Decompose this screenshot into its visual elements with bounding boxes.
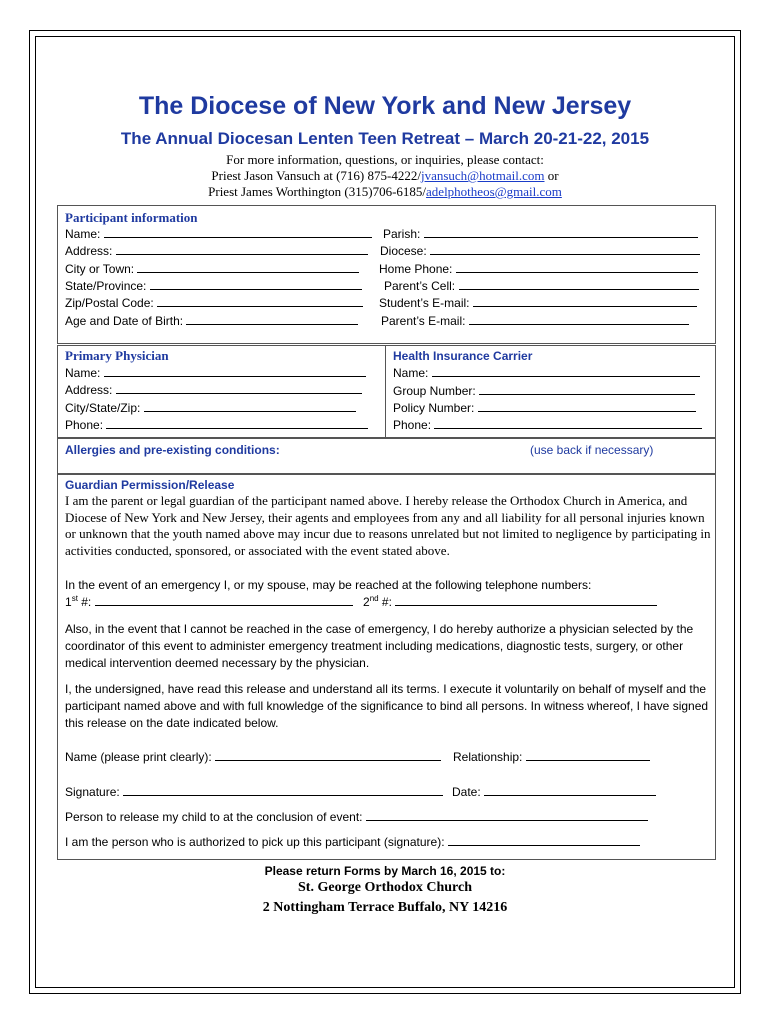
release-person-field[interactable]: Person to release my child to at the conclusion of event: [65, 810, 648, 824]
release-paragraph: I am the parent or legal guardian of the participant named above. I hereby release the Orthodox Church in America, and Diocese of New York and New Jersey, their agents and employees from any and all liability for all personal injuries known or unknown that the youth named above may incur due to reasons unrelated but not limited to negligence by participating in activities conducted, sponsored, or associated with the event stated above. [65, 493, 711, 558]
participant-heading: Participant information [65, 210, 198, 225]
contact1-email-link[interactable]: jvansuch@hotmail.com [420, 168, 545, 183]
medical-divider [385, 345, 386, 438]
phone1-field[interactable]: 1st #: [65, 594, 353, 609]
participant-city-field[interactable]: City or Town: [65, 262, 359, 276]
physician-phone-field[interactable]: Phone: [65, 418, 368, 432]
insurance-group-field[interactable]: Group Number: [393, 384, 695, 398]
guardian-heading: Guardian Permission/Release [65, 478, 235, 492]
allergies-note: (use back if necessary) [530, 443, 654, 457]
undersigned-paragraph: I, the undersigned, have read this release and understand all its terms. I execute it voluntarily on behalf of myself and the participant named above and with full knowledge of the significance to bind all persons. In witness whereof, I have signed this release on the date indicated below. [65, 682, 709, 730]
parent-email-field[interactable]: Parent’s E-mail: [381, 314, 689, 328]
participant-state-field[interactable]: State/Province: [65, 279, 362, 293]
parent-cell-field[interactable]: Parent’s Cell: [384, 279, 699, 293]
physician-name-field[interactable]: Name: [65, 366, 366, 380]
parish-field[interactable]: Parish: [383, 227, 698, 241]
document-subtitle: The Annual Diocesan Lenten Teen Retreat – March 20-21-22, 2015 [120, 129, 650, 148]
participant-zip-field[interactable]: Zip/Postal Code: [65, 296, 363, 310]
contact-intro: For more information, questions, or inquiries, please contact: [226, 152, 544, 167]
contact2-email-link[interactable]: adelphotheos@gmail.com [426, 184, 562, 199]
insurance-heading: Health Insurance Carrier [393, 349, 533, 363]
participant-address-field[interactable]: Address: [65, 244, 368, 258]
contact-line-1 [0, 168, 770, 184]
date-field[interactable]: Date: [452, 785, 656, 799]
relationship-field[interactable]: Relationship: [453, 750, 650, 764]
authorize-paragraph: Also, in the event that I cannot be reached in the case of emergency, I do hereby authorize a physician selected by the coordinator of this event to administer emergency treatment including medications, diagnostic tests, surgery, or other medical intervention deemed necessary by the physician. [65, 622, 694, 670]
contact2-text: Priest James Worthington (315)706-6185/ [208, 184, 427, 199]
church-name: St. George Orthodox Church [298, 880, 472, 895]
student-email-field[interactable]: Student’s E-mail: [379, 296, 697, 310]
home-phone-field[interactable]: Home Phone: [379, 262, 698, 276]
insurance-policy-field[interactable]: Policy Number: [393, 401, 696, 415]
insurance-phone-field[interactable]: Phone: [393, 418, 702, 432]
participant-age-field[interactable]: Age and Date of Birth: [65, 314, 358, 328]
document-title: The Diocese of New York and New Jersey [138, 92, 632, 120]
phone2-field[interactable]: 2nd #: [363, 594, 657, 609]
allergies-label: Allergies and pre-existing conditions: [65, 443, 280, 457]
participant-name-field[interactable]: Name: [65, 227, 372, 241]
insurance-name-field[interactable]: Name: [393, 366, 700, 380]
diocese-field[interactable]: Diocese: [380, 244, 700, 258]
contact1-suffix: or [544, 168, 559, 183]
physician-heading: Primary Physician [65, 348, 169, 363]
physician-address-field[interactable]: Address: [65, 383, 362, 397]
physician-city-field[interactable]: City/State/Zip: [65, 401, 356, 415]
church-address: 2 Nottingham Terrace Buffalo, NY 14216 [262, 900, 508, 915]
authorized-signature-field[interactable]: I am the person who is authorized to pick up this participant (signature): [65, 835, 640, 849]
guardian-name-field[interactable]: Name (please print clearly): [65, 750, 441, 764]
contact1-text: Priest Jason Vansuch at (716) 875-4222/ [211, 168, 421, 183]
emergency-text: In the event of an emergency I, or my spouse, may be reached at the following telephone numbers: [65, 578, 592, 592]
contact-line-2 [0, 184, 770, 200]
return-instructions: Please return Forms by March 16, 2015 to: [264, 864, 506, 878]
signature-field[interactable]: Signature: [65, 785, 443, 799]
